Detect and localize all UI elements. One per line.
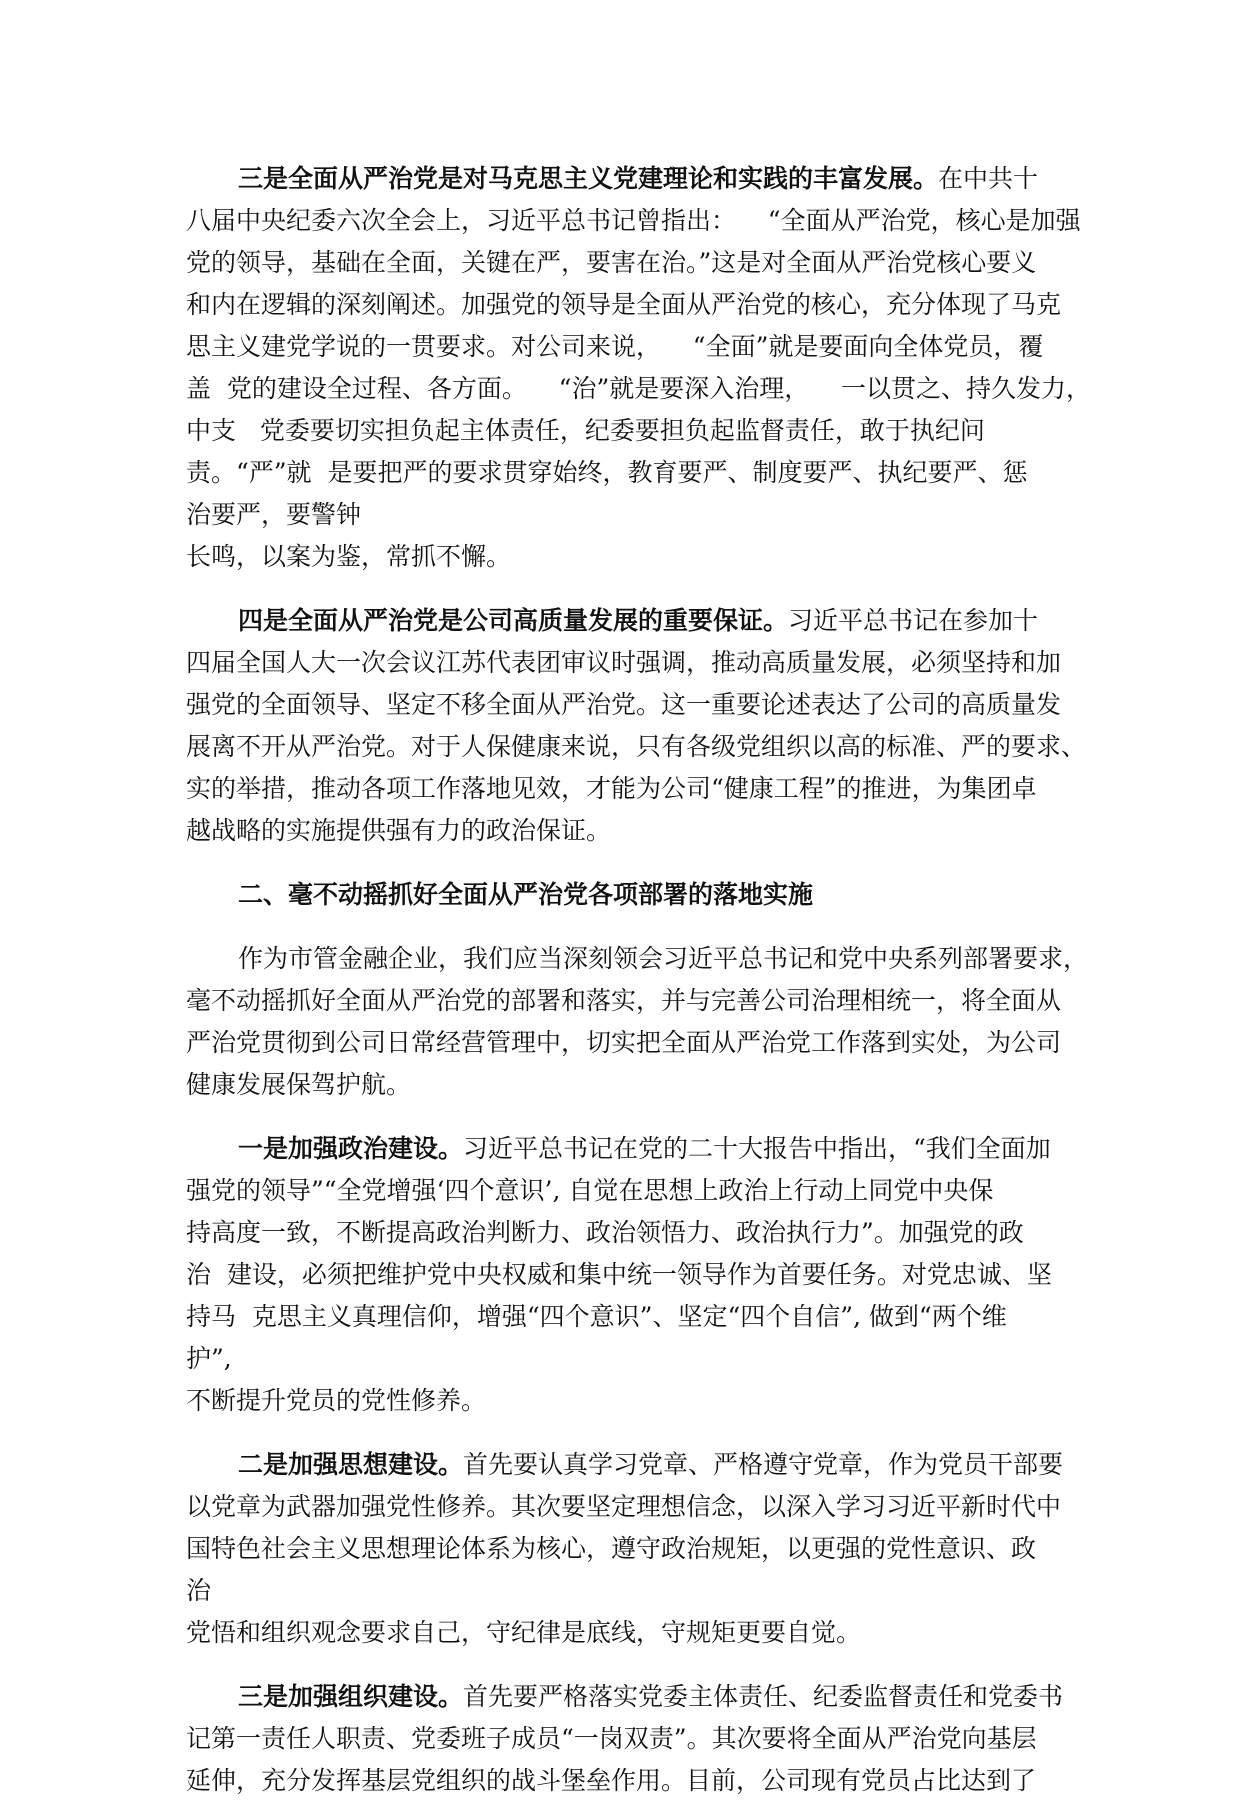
text-run: 习近平总书记在党的二十大报告中指出，“我们全面加	[463, 1134, 1051, 1163]
text-line: 盖 党的建设全过程、各方面。 “治”就是要深入治理， 一以贯之、持久发力，	[186, 374, 1092, 403]
text-line: 责。“严”就 是要把严的要求贯穿始终，教育要严、制度要严、执纪要严、惩	[186, 458, 1028, 487]
paragraph-sec3	[186, 158, 1092, 578]
paragraph-lead: 三是加强组织建设。	[238, 1682, 464, 1711]
text-line: 强党的领导”“全党增强‘四个意识’, 自觉在思想上政治上行动上同党中央保	[186, 1176, 994, 1205]
text-line: 党悟和组织观念要求自己，守纪律是底线，守规矩更要自觉。	[186, 1618, 862, 1647]
text-run: 习近平总书记在参加十	[788, 606, 1039, 635]
text-run: 首先要认真学习党章、严格遵守党章，作为党员干部要	[463, 1450, 1064, 1479]
text-line: 治 建设，必须把维护党中央权威和集中统一领导作为首要任务。对党忠诚、坚	[186, 1260, 1052, 1289]
text-line: 延伸，充分发挥基层党组织的战斗堡垒作用。目前，公司现有党员占比达到了	[186, 1766, 1037, 1795]
text-line: 持马 克思主义真理信仰，增强“四个意识”、坚定“四个自信”, 做到“两个维	[186, 1302, 1007, 1331]
paragraph-sec4	[186, 600, 1087, 852]
text-line: 思主义建党学说的一贯要求。对公司来说， “全面”就是要面向全体党员，覆	[186, 332, 1044, 361]
text-line	[186, 158, 1054, 200]
paragraph-item3	[186, 1676, 1064, 1802]
text-line: 治要严，要警钟	[186, 500, 362, 529]
text-run: 首先要严格落实党委主体责任、纪委监督责任和党委书	[463, 1682, 1064, 1711]
text-line: 作为市管金融企业，我们应当深刻领会习近平总书记和党中央系列部署要求，	[238, 944, 1089, 973]
text-line	[186, 1444, 1064, 1486]
text-line: 实的举措，推动各项工作落地见效，才能为公司“健康工程”的推进，为集团卓	[186, 774, 1037, 803]
text-line	[186, 1128, 1054, 1170]
text-line: 展离不开从严治党。对于人保健康来说，只有各级党组织以高的标准、严的要求、	[186, 732, 1087, 761]
text-line: 强党的全面领导、坚定不移全面从严治党。这一重要论述表达了公司的高质量发	[186, 690, 1062, 719]
text-line: 严治党贯彻到公司日常经营管理中，切实把全面从严治党工作落到实处，为公司	[186, 1028, 1062, 1057]
text-line: 毫不动摇抓好全面从严治党的部署和落实，并与完善公司治理相统一，将全面从	[186, 986, 1062, 1015]
heading-text: 二、毫不动摇抓好全面从严治党各项部署的落地实施	[238, 880, 814, 909]
text-line: 持高度一致，不断提高政治判断力、政治领悟力、政治执行力”。加强党的政	[186, 1218, 1024, 1247]
text-line: 长鸣，以案为鉴，常抓不懈。	[186, 542, 512, 571]
section-heading	[186, 874, 1054, 916]
text-line: 党的领导，基础在全面，关键在严，要害在治。”这是对全面从严治党核心要义	[186, 248, 1037, 277]
text-line: 治	[186, 1576, 212, 1605]
text-line: 八届中央纪委六次全会上，习近平总书记曾指出： “全面从严治党，核心是加强	[186, 206, 1081, 235]
paragraph-lead: 三是全面从严治党是对马克思主义党建理论和实践的丰富发展。	[238, 164, 939, 193]
text-line: 国特色社会主义思想理论体系为核心，遵守政治规矩，以更强的党性意识、政	[186, 1534, 1037, 1563]
paragraph-lead: 二是加强思想建设。	[238, 1450, 464, 1479]
paragraph-lead: 一是加强政治建设。	[238, 1134, 464, 1163]
text-line: 四届全国人大一次会议江苏代表团审议时强调，推动高质量发展，必须坚持和加	[186, 648, 1062, 677]
text-line: 不断提升党员的党性修养。	[186, 1386, 487, 1415]
paragraph-lead: 四是全面从严治党是公司高质量发展的重要保证。	[238, 606, 789, 635]
text-line: 以党章为武器加强党性修养。其次要坚定理想信念，以深入学习习近平新时代中	[186, 1492, 1062, 1521]
text-line	[186, 1676, 1064, 1718]
paragraph-intro	[186, 938, 1089, 1106]
text-line	[186, 600, 1054, 642]
text-line: 护”,	[186, 1344, 232, 1373]
text-line: 和内在逻辑的深刻阐述。加强党的领导是全面从严治党的核心，充分体现了马克	[186, 290, 1062, 319]
text-run: 在中共十	[938, 164, 1039, 193]
text-line: 中支 党委要切实担负起主体责任，纪委要担负起监督责任，敢于执纪问	[186, 416, 985, 445]
text-line: 越战略的实施提供强有力的政治保证。	[186, 816, 612, 845]
paragraph-item1	[186, 1128, 1054, 1422]
text-line: 健康发展保驾护航。	[186, 1070, 412, 1099]
paragraph-item2	[186, 1444, 1064, 1654]
text-line: 记第一责任人职责、党委班子成员“一岗双责”。其次要将全面从严治党向基层	[186, 1724, 1037, 1753]
